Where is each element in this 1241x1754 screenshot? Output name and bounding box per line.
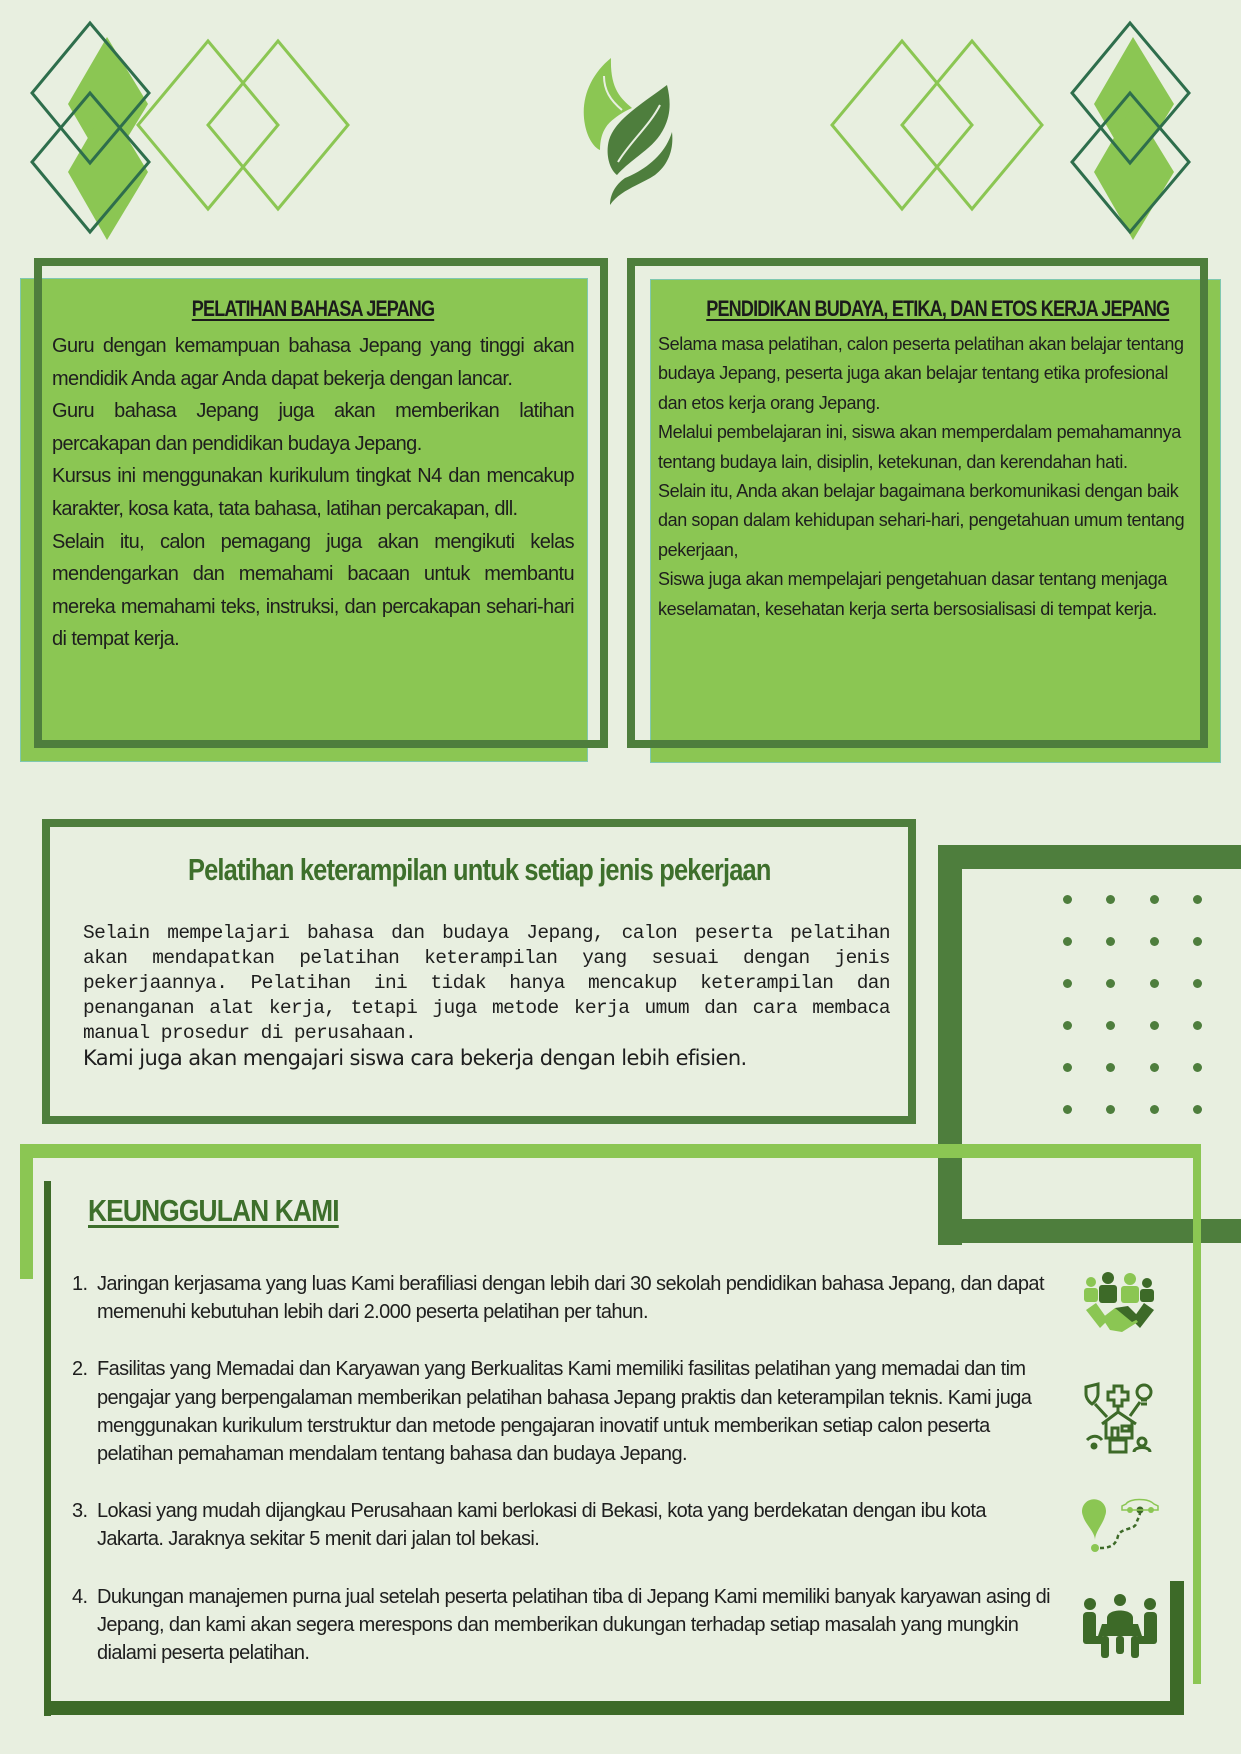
meeting-table-icon [1082,1594,1158,1658]
card-body [52,330,574,656]
card-paragraph: Selain itu, Anda akan belajar bagaimana berkomunikasi dengan baik dan sopan dalam kehidupan sehari-hari, pengetahuan umum tentang pekerjaan, [658,481,1185,560]
location-route-icon [1078,1496,1163,1558]
advantage-item [72,1583,1057,1668]
advantages-title: KEUNGGULAN KAMI [88,1193,339,1228]
handshake-team-icon [1080,1270,1160,1340]
card-paragraph: Guru dengan kemampuan bahasa Jepang yang tinggi akan mendidik Anda agar Anda dapat bekerja dengan lancar. [52,335,574,390]
card-paragraph: Guru bahasa Jepang juga akan memberikan latihan percakapan dan pendidikan budaya Jepang. [52,400,574,455]
advantage-item [72,1270,1057,1326]
item-number: 4. [72,1585,88,1608]
skills-last-line: Kami juga akan mengajari siswa cara bekerja dengan lebih efisien. [83,1046,747,1070]
item-text: Lokasi yang mudah dijangkau Perusahaan kami berlokasi di Bekasi, kota yang berdekatan dengan ibu kota Jakarta. Jaraknya sekitar 5 menit dari jalan tol bekasi. [97,1500,986,1551]
card-paragraph: Selama masa pelatihan, calon peserta pelatihan akan belajar tentang budaya Jepang, peserta juga akan belajar tentang etika profesional dan etos kerja orang Jepang. [658,334,1184,413]
advantages-list [72,1270,1057,1696]
diamond-pattern-left [30,20,420,245]
item-text: Fasilitas yang Memadai dan Karyawan yang Berkualitas Kami memiliki fasilitas pelatihan yang memadai dan tim pengajar yang berpengalaman memberikan pelatihan bahasa Jepang praktis dan keterampilan teknis. Kami juga menggunakan kurikulum terstruktur dan metode pengajaran inovatif untuk memberikan setiap calon peserta pelatihan pemahaman mendalam tentang bahasa dan budaya Jepang. [97,1358,1032,1466]
item-number: 1. [72,1273,88,1295]
item-text: Dukungan manajemen purna jual setelah peserta pelatihan tiba di Jepang Kami memiliki banyak karyawan asing di Jepang, dan kami akan segera merespons dan memberikan dukungan terhadap setiap masalah yang mungkin dialami peserta pelatihan. [97,1585,1050,1665]
advantage-item [72,1355,1057,1468]
leaf-logo-icon [560,50,680,210]
card-paragraph: Selain itu, calon pemagang juga akan mengikuti kelas mendengarkan dan memahami bacaan untuk membantu mereka memahami teks, instruksi, dan percakapan sehari-hari di tempat kerja. [52,530,574,651]
card-title: PENDIDIKAN BUDAYA, ETIKA, DAN ETOS KERJA JEPANG [706,296,1170,321]
card-paragraph: Kursus ini menggunakan kurikulum tingkat N4 dan mencakup karakter, kosa kata, tata bahasa, latihan percakapan, dll. [52,465,574,520]
item-text: Jaringan kerjasama yang luas Kami berafiliasi dengan lebih dari 30 sekolah pendidikan bahasa Jepang, dan dapat memenuhi kebutuhan lebih dari 2.000 peserta pelatihan per tahun. [97,1273,1044,1324]
card-paragraph: Siswa juga akan mempelajari pengetahuan dasar tentang menjaga keselamatan, kesehatan kerja serta bersosialisasi di tempat kerja. [658,569,1167,619]
skills-title: Pelatihan keterampilan untuk setiap jenis pekerjaan [187,852,771,887]
card-paragraph: Melalui pembelajaran ini, siswa akan memperdalam pemahamannya tentang budaya lain, disiplin, ketekunan, dan kerendahan hati. [658,422,1181,472]
diamond-pattern-right [820,20,1210,245]
item-number: 2. [72,1358,88,1381]
card-body [658,330,1194,624]
advantage-item [72,1497,1057,1553]
skills-body: Selain mempelajari bahasa dan budaya Jepang, calon peserta pelatihan akan mendapatkan pelatihan keterampilan yang sesuai dengan jenis pekerjaannya. Pelatihan ini tidak hanya mencakup keterampilan dan penanganan alat kerja, tetapi juga metode kerja umum dan cara membaca manual prosedur di perusahaan. [83,922,890,1044]
facilities-house-icon [1082,1382,1157,1454]
card-title: PELATIHAN BAHASA JEPANG [191,296,435,321]
item-number: 3. [72,1500,88,1523]
